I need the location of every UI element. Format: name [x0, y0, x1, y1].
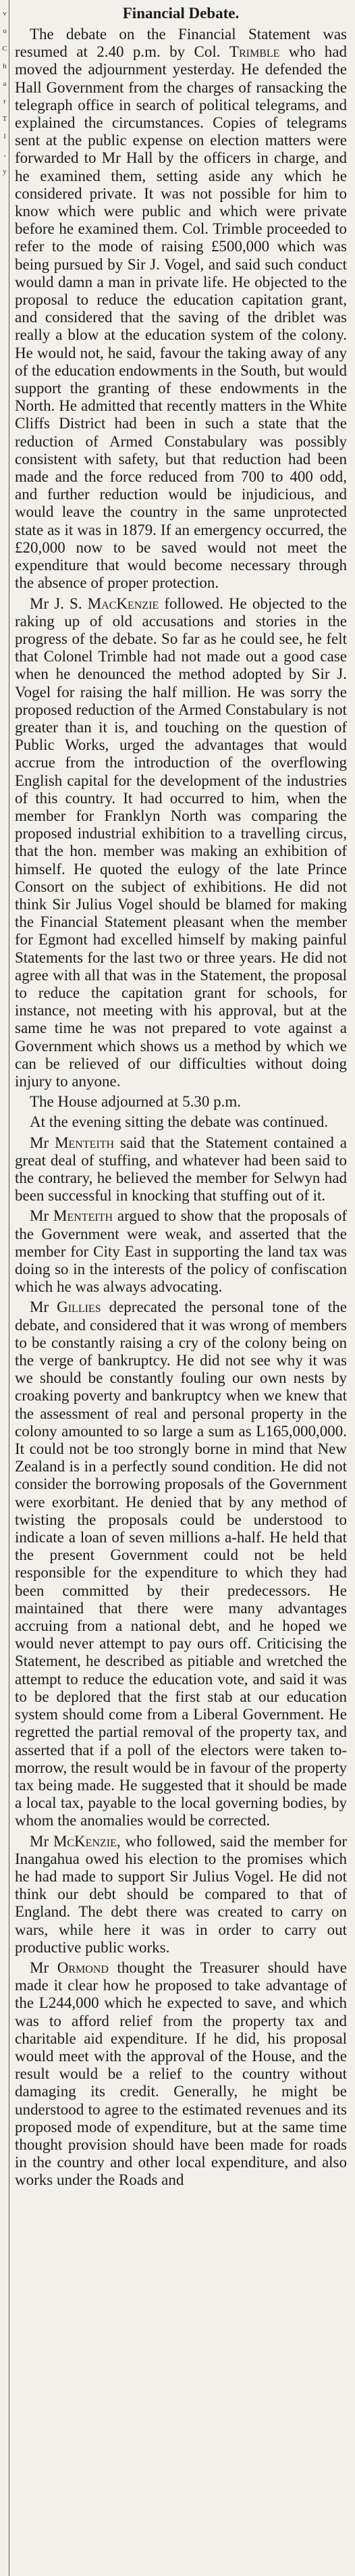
paragraph-text: Mr — [30, 1298, 57, 1316]
margin-fragment: l — [3, 132, 6, 141]
speaker-name: MacKenzie — [87, 595, 159, 612]
paragraph-text: who had moved the adjournment yesterday. He defended the Hall Government from the charges of ransacking the telegraph office in search of political telegrams, and explained the circumstances. Copies of telegrams sent at the public expense on election matters were forwarded to Mr Hall by the officers in charge, and he examined them, setting aside any which he considered private. It was not possible for him to know which were public and which were private before he examined them. Col. Trimble proceeded to refer to the mode of raising £500,000 which was being pursued by Sir J. Vogel, and said such conduct would damn a man in private life. He objected to the proposal to reduce the education capitation grant, and considered that the saving of the driblet was really a blow at the education system of the colony. He would not, he said, favour the taking away of any of the education endowments in the South, but would support the granting of these endowments in the North. He admitted that recently matters in the White Cliffs District had been in such a state that the reduction of Armed Constabulary was possibly consistent with safety, but that reduction had been made and the force reduced from 700 to 400 odd, and further reduction would be injudicious, and would leave the country in the same unprotected state as it was in 1879. If an emergency occurred, the £20,000 now to be saved would not meet the expenditure that would become necessary through the absence of proper protection. — [15, 43, 347, 592]
left-margin-fragments — [0, 0, 11, 2576]
paragraph-ormond — [15, 1959, 347, 2190]
speaker-name: Gillies — [57, 1298, 101, 1316]
paragraph-menteith-2 — [15, 1207, 347, 1296]
paragraph-evening-sitting — [15, 1113, 347, 1131]
margin-fragment: C — [2, 45, 7, 53]
margin-fragment: v — [3, 9, 7, 18]
paragraph-text: Mr — [30, 1959, 57, 1976]
speaker-name: Trimble — [229, 43, 280, 61]
speaker-name: McKenzie — [53, 1832, 117, 1850]
paragraph-text: , who followed, said the member for Inangahua owed his election to the promises which he had made to support Sir Julius Vogel. He did not think our debt should be compared to that of England. The debt there was created to carry on wars, while here it was in order to carry out productive public works. — [15, 1832, 347, 1956]
paragraph-text: followed. He objected to the raking up of old accusations and stories in the progress of the debate. So far as he could see, he felt that Colonel Trimble had not made out a good case when he denounced the method adopted by Sir J. Vogel for raising the half million. He was sorry the proposed reduction of the Armed Constabulary is not greater than it is, and touching on the question of Public Works, urged the advantages that would accrue from the introduction of the overflowing English capital for the development of the industries of this country. It had occurred to him, when the member for Franklyn North was comparing the proposed industrial exhibition to a travelling circus, that the hon. member was making an exhibition of himself. He quoted the eulogy of the late Prince Consort on the subject of exhibitions. He did not think Sir Julius Vogel should be blamed for making the Financial Statement pleasant when the member for Egmont had excelled himself by making painful Statements for the last two or three years. He did not agree with all that was in the Statement, the proposal to reduce the capitation grant for schools, for instance, not meeting with his approval, but at the same time he was not prepared to vote against a Government which shows us a method by which we can be relieved of our difficulties without doing injury to anyone. — [15, 595, 347, 1090]
paragraph-gillies — [15, 1298, 347, 1829]
paragraph-text: thought the Treasurer should have made it clear how he proposed to take advantage of the L244,000 which he expected to save, and which was to afford relief from the property tax and charitable aid expenditure. If he did, his proposal would meet with the approval of the House, and the result would be a relief to the country without damaging its credit. Generally, he might be understood to agree to the estimated revenues and its proposed mode of expenditure, but at the same time thought provision should have been made for roads in the country and other local expenditure, and also works under the Roads and — [15, 1959, 347, 2189]
margin-fragment: a — [3, 80, 7, 88]
paragraph-text: The debate on the Financial Statement was resumed at 2.40 p.m. by Col. — [15, 26, 347, 61]
paragraph-text: Mr — [30, 1207, 54, 1225]
headline: Financial Debate. — [122, 5, 240, 22]
speaker-name: Menteith — [53, 1207, 113, 1225]
margin-fragment: , — [3, 150, 6, 158]
margin-fragment: y — [3, 168, 7, 176]
margin-fragment: h — [3, 62, 7, 70]
paragraph-text: Mr — [30, 1134, 55, 1151]
article-column — [15, 0, 347, 2192]
paragraph-text: deprecated the personal tone of the debate, and considered that it was wrong of members to be constantly raising a cry of the colony being on the verge of bankruptcy. He did not see why it was we should be constantly fouling our own nests by croaking poverty and bankruptcy when we knew that the assessment of real and personal property in the colony amounted to so large a sum as L165,000,000. It could not be too strongly borne in mind that New Zealand is in a perfectly sound condition. He did not consider the borrowing proposals of the Government were exorbitant. He denied that by any method of twisting the proposals could be understood to indicate a loan of seven millions a-half. He held that the present Government could not be held responsible for the expenditure to which they had been committed by their predecessors. He maintained that there were many advantages accruing from a national debt, and he hoped we would never attempt to pay ours off. Criticising the Statement, he described as pitiable and wretched the attempt to reduce the education vote, and said it was to be deplored that the first stab at our education system should come from a Liberal Government. He regretted the partial removal of the property tax, and asserted that if a poll of the electors were taken to-morrow, the result would be in favour of the property tax being made. He suggested that it should be made a local tax, payable to the local governing bodies, by whom the anomalies would be corrected. — [15, 1298, 347, 1829]
paragraph-text: At the evening sitting the debate was continued. — [30, 1113, 328, 1131]
paragraph-mckenzie — [15, 1833, 347, 1956]
paragraph-text: argued to show that the proposals of the Government were weak, and asserted that the member for City East in supporting the land tax was doing so in the interests of the policy of confiscation which he was always advocating. — [15, 1207, 347, 1296]
paragraph-text: The House adjourned at 5.30 p.m. — [30, 1093, 241, 1111]
margin-fragment: r — [3, 97, 6, 105]
paragraph-mackenzie — [15, 595, 347, 1091]
paragraph-adjourned — [15, 1093, 347, 1111]
margin-fragment: T — [2, 115, 7, 123]
paragraph-text: said that the Statement contained a great deal of stuffing, and whatever had been said to the contrary, he believed the member for Selwyn had been successful in knocking that stuffing out of it. — [15, 1134, 347, 1205]
paragraph-text: Mr — [30, 1832, 53, 1850]
speaker-name: Menteith — [55, 1134, 115, 1151]
paragraph-trimble — [15, 26, 347, 592]
margin-fragment: o — [3, 27, 7, 35]
paragraph-menteith-1 — [15, 1134, 347, 1205]
paragraph-text: Mr J. S. — [30, 595, 88, 612]
speaker-name: Ormond — [57, 1959, 109, 1976]
